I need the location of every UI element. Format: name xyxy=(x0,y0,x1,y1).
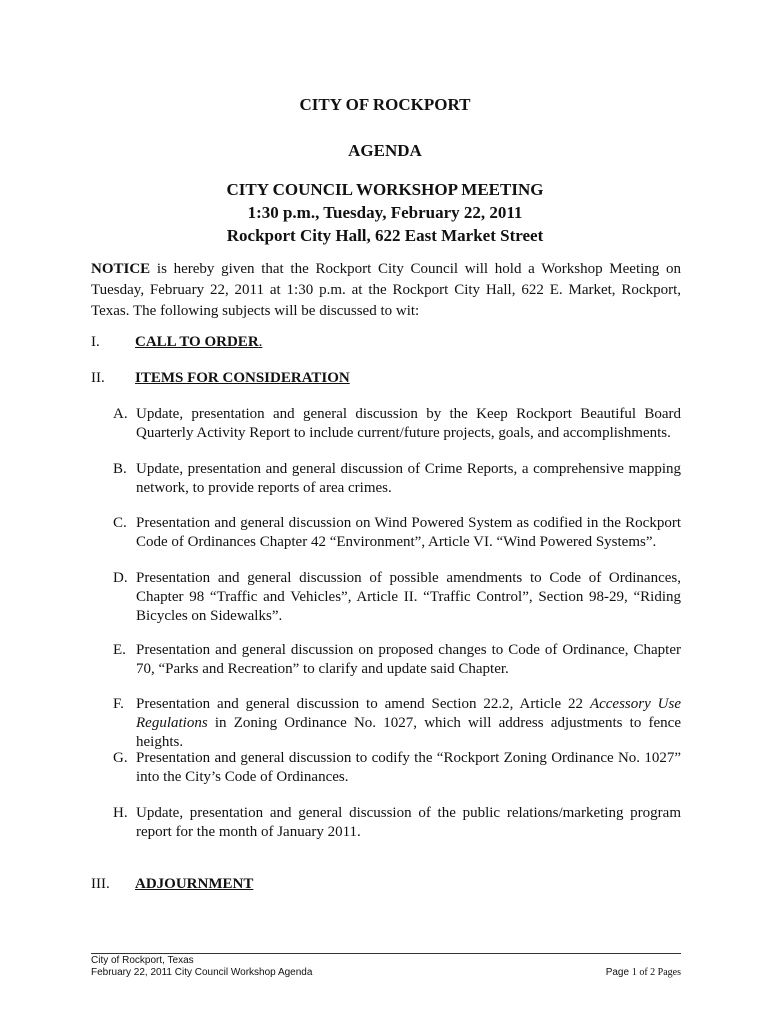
agenda-item-g xyxy=(113,749,681,787)
item-text: Presentation and general discussion on proposed changes to Code of Ordinance, Chapter 70, “Parks and Recreation” to clarify and update said Chapter. xyxy=(136,642,681,677)
section-number: III. xyxy=(91,876,110,892)
footer-divider xyxy=(91,953,681,954)
item-letter: D. xyxy=(113,570,128,586)
agenda-item-f xyxy=(113,695,681,752)
italic-regulation-title: Accessory Use Regulations xyxy=(136,696,681,731)
notice-lead: NOTICE xyxy=(91,261,151,277)
agenda-item-a xyxy=(113,405,681,443)
item-letter: H. xyxy=(113,805,128,821)
item-letter: G. xyxy=(113,750,128,766)
city-title: CITY OF ROCKPORT xyxy=(299,95,471,114)
section-title: ADJOURNMENT xyxy=(135,876,254,892)
item-letter: F. xyxy=(113,696,124,712)
meeting-datetime: 1:30 p.m., Tuesday, February 22, 2011 xyxy=(247,203,523,222)
section-number: II. xyxy=(91,370,105,386)
item-text: Presentation and general discussion of possible amendments to Code of Ordinances, Chapter 98 “Traffic and Vehicles”, Article II. “Traffic Control”, Section 98-29, “Riding Bicycles on Sidewalks”. xyxy=(136,570,681,624)
meeting-title: CITY COUNCIL WORKSHOP MEETING xyxy=(226,180,544,199)
item-letter: E. xyxy=(113,642,126,658)
item-text: Update, presentation and general discussion of Crime Reports, a comprehensive mapping network, to provide reports of area crimes. xyxy=(136,461,681,496)
section-number: I. xyxy=(91,334,100,350)
item-text: Update, presentation and general discussion of the public relations/marketing program report for the month of January 2011. xyxy=(136,805,681,840)
item-text: Presentation and general discussion on Wind Powered System as codified in the Rockport Code of Ordinances Chapter 42 “Environment”, Article VI. “Wind Powered Systems”. xyxy=(136,515,681,550)
item-letter: B. xyxy=(113,461,127,477)
agenda-title: AGENDA xyxy=(348,141,422,160)
page-number: Page 1 of 2 Pages xyxy=(605,967,681,978)
agenda-item-b xyxy=(113,460,681,498)
agenda-item-c xyxy=(113,514,681,552)
notice-body: is hereby given that the Rockport City Council will hold a Workshop Meeting on Tuesday, February 22, 2011 at 1:30 p.m. at the Rockport City Hall, 622 E. Market, Rockport, Texas. The following subjects will be discussed to wit: xyxy=(91,261,681,319)
item-letter: C. xyxy=(113,515,127,531)
footer-city: City of Rockport, Texas xyxy=(91,955,194,966)
item-text: Presentation and general discussion to amend Section 22.2, Article 22 Accessory Use Regulations in Zoning Ordinance No. 1027, which will address adjustments to fence heights. xyxy=(136,696,681,750)
agenda-item-e xyxy=(113,641,681,679)
section-title: CALL TO ORDER. xyxy=(135,334,263,350)
agenda-item-h xyxy=(113,804,681,842)
notice-paragraph xyxy=(91,259,681,322)
item-text: Presentation and general discussion to codify the “Rockport Zoning Ordinance No. 1027” into the City’s Code of Ordinances. xyxy=(136,750,681,785)
meeting-location: Rockport City Hall, 622 East Market Street xyxy=(226,226,544,245)
item-letter: A. xyxy=(113,406,128,422)
item-text: Update, presentation and general discussion by the Keep Rockport Beautiful Board Quarterly Activity Report to include current/future projects, goals, and accomplishments. xyxy=(136,406,681,441)
agenda-item-d xyxy=(113,569,681,626)
section-title: ITEMS FOR CONSIDERATION xyxy=(135,370,350,386)
footer-meeting: February 22, 2011 City Council Workshop Agenda xyxy=(91,967,313,978)
